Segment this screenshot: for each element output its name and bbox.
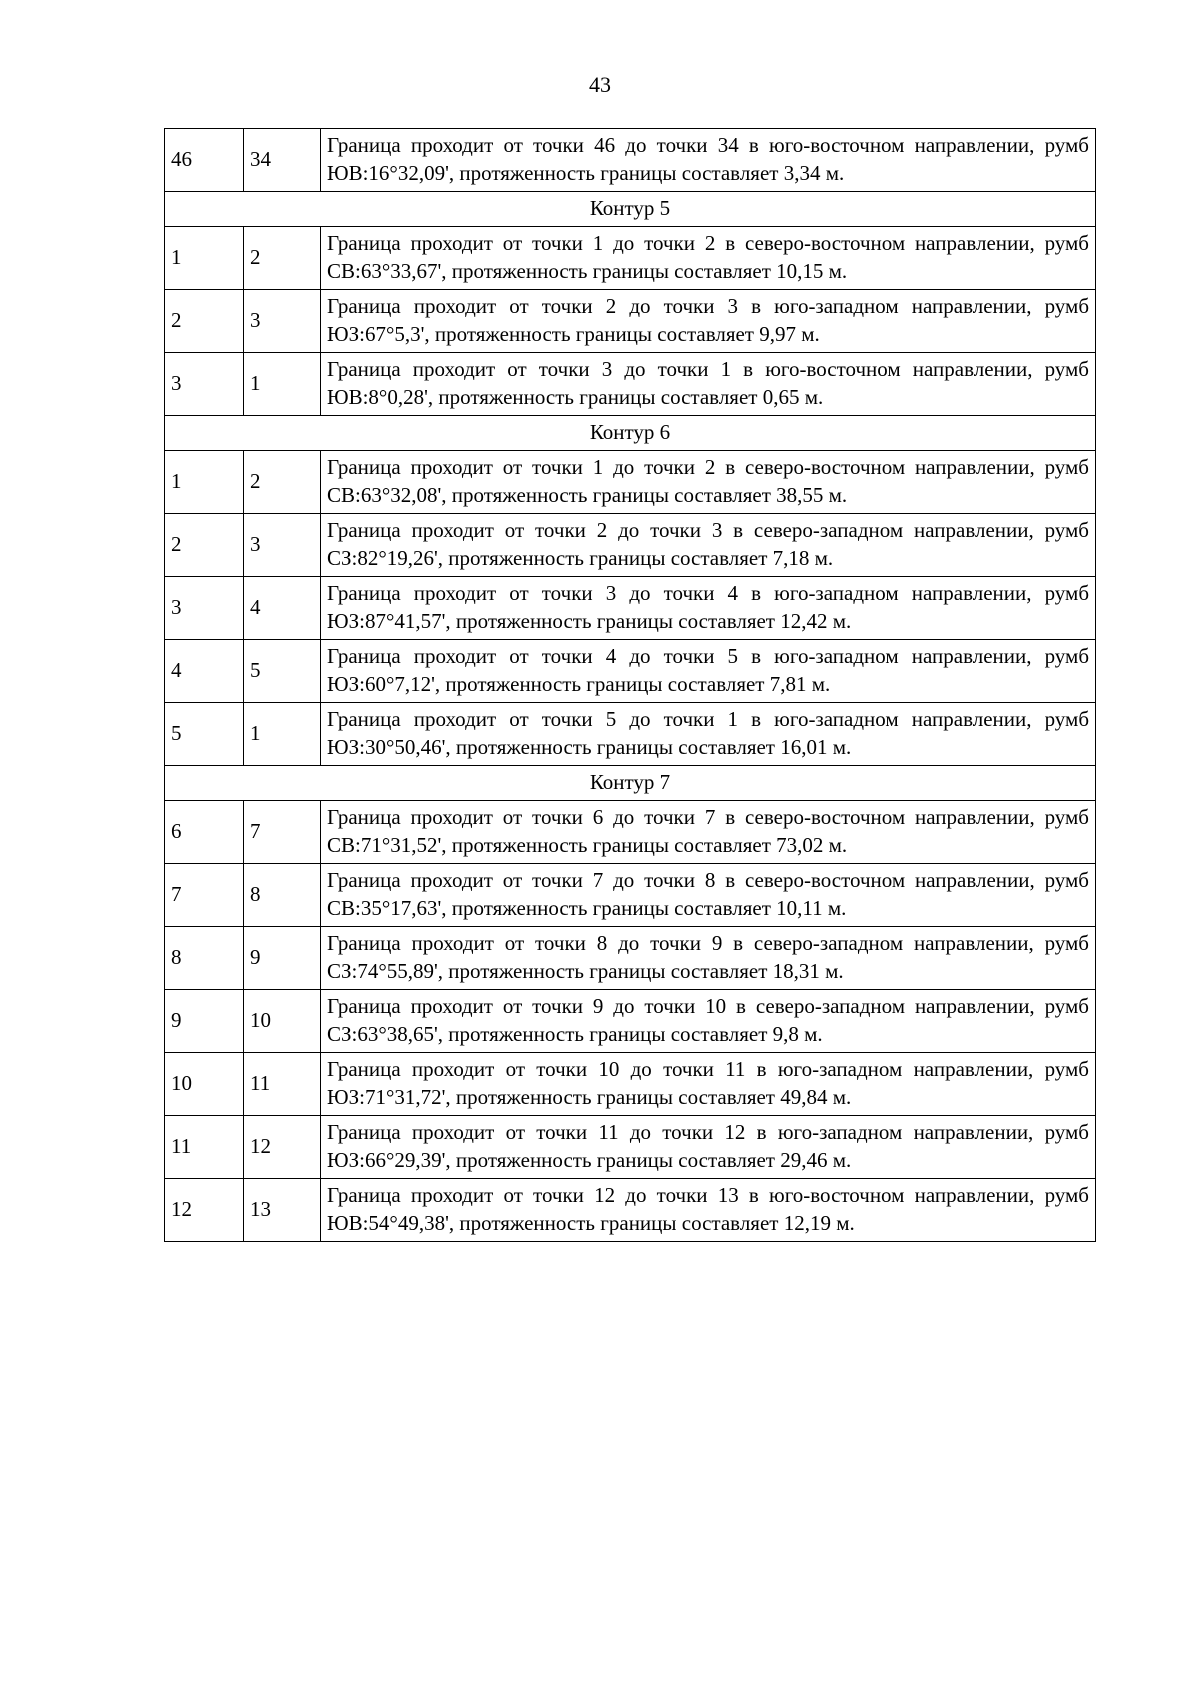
point-to-cell: 3 [244, 514, 321, 577]
point-to-cell: 13 [244, 1179, 321, 1242]
table-row [165, 927, 1096, 990]
boundary-description-cell: Граница проходит от точки 10 до точки 11 в юго-западном направлении, румб ЮЗ:71°31,72', протяженность границы составляет 49,84 м. [321, 1053, 1096, 1116]
point-from-cell: 1 [165, 227, 244, 290]
point-from-cell: 11 [165, 1116, 244, 1179]
boundary-description-cell: Граница проходит от точки 2 до точки 3 в юго-западном направлении, румб ЮЗ:67°5,3', протяженность границы составляет 9,97 м. [321, 290, 1096, 353]
point-to-cell: 12 [244, 1116, 321, 1179]
point-to-cell: 1 [244, 703, 321, 766]
boundary-description-cell: Граница проходит от точки 5 до точки 1 в юго-западном направлении, румб ЮЗ:30°50,46', протяженность границы составляет 16,01 м. [321, 703, 1096, 766]
table-row [165, 1053, 1096, 1116]
point-to-cell: 4 [244, 577, 321, 640]
point-from-cell: 4 [165, 640, 244, 703]
boundary-description-cell: Граница проходит от точки 1 до точки 2 в северо-восточном направлении, румб СВ:63°32,08', протяженность границы составляет 38,55 м. [321, 451, 1096, 514]
table-row [165, 451, 1096, 514]
point-from-cell: 6 [165, 801, 244, 864]
table-row [165, 514, 1096, 577]
table-body [165, 129, 1096, 1242]
point-from-cell: 10 [165, 1053, 244, 1116]
point-to-cell: 2 [244, 227, 321, 290]
boundary-table [164, 128, 1096, 1242]
point-from-cell: 8 [165, 927, 244, 990]
boundary-description-cell: Граница проходит от точки 11 до точки 12 в юго-западном направлении, румб ЮЗ:66°29,39', протяженность границы составляет 29,46 м. [321, 1116, 1096, 1179]
table-row [165, 227, 1096, 290]
table-row [165, 353, 1096, 416]
point-from-cell: 5 [165, 703, 244, 766]
table-row [165, 1179, 1096, 1242]
point-to-cell: 7 [244, 801, 321, 864]
point-from-cell: 3 [165, 353, 244, 416]
table-row [165, 290, 1096, 353]
point-to-cell: 3 [244, 290, 321, 353]
boundary-description-cell: Граница проходит от точки 12 до точки 13 в юго-восточном направлении, румб ЮВ:54°49,38', протяженность границы составляет 12,19 м. [321, 1179, 1096, 1242]
page-number: 43 [589, 72, 611, 97]
point-from-cell: 2 [165, 514, 244, 577]
point-to-cell: 2 [244, 451, 321, 514]
boundary-description-cell: Граница проходит от точки 9 до точки 10 в северо-западном направлении, румб СЗ:63°38,65', протяженность границы составляет 9,8 м. [321, 990, 1096, 1053]
point-to-cell: 11 [244, 1053, 321, 1116]
table-row [165, 801, 1096, 864]
point-to-cell: 34 [244, 129, 321, 192]
contour-title: Контур 7 [165, 766, 1096, 801]
point-from-cell: 46 [165, 129, 244, 192]
boundary-description-cell: Граница проходит от точки 8 до точки 9 в северо-западном направлении, румб СЗ:74°55,89', протяженность границы составляет 18,31 м. [321, 927, 1096, 990]
point-from-cell: 12 [165, 1179, 244, 1242]
contour-heading-row [165, 192, 1096, 227]
table-row [165, 990, 1096, 1053]
boundary-description-cell: Граница проходит от точки 4 до точки 5 в юго-западном направлении, румб ЮЗ:60°7,12', протяженность границы составляет 7,81 м. [321, 640, 1096, 703]
point-from-cell: 1 [165, 451, 244, 514]
boundary-description-cell: Граница проходит от точки 2 до точки 3 в северо-западном направлении, румб СЗ:82°19,26', протяженность границы составляет 7,18 м. [321, 514, 1096, 577]
point-to-cell: 1 [244, 353, 321, 416]
point-to-cell: 8 [244, 864, 321, 927]
point-to-cell: 5 [244, 640, 321, 703]
boundary-description-cell: Граница проходит от точки 1 до точки 2 в северо-восточном направлении, румб СВ:63°33,67', протяженность границы составляет 10,15 м. [321, 227, 1096, 290]
contour-heading-row [165, 416, 1096, 451]
point-from-cell: 7 [165, 864, 244, 927]
boundary-description-cell: Граница проходит от точки 6 до точки 7 в северо-восточном направлении, румб СВ:71°31,52', протяженность границы составляет 73,02 м. [321, 801, 1096, 864]
table-row [165, 129, 1096, 192]
contour-title: Контур 5 [165, 192, 1096, 227]
table-row [165, 703, 1096, 766]
point-to-cell: 9 [244, 927, 321, 990]
boundary-description-cell: Граница проходит от точки 7 до точки 8 в северо-восточном направлении, румб СВ:35°17,63', протяженность границы составляет 10,11 м. [321, 864, 1096, 927]
table-row [165, 577, 1096, 640]
point-to-cell: 10 [244, 990, 321, 1053]
point-from-cell: 3 [165, 577, 244, 640]
boundary-description-cell: Граница проходит от точки 3 до точки 1 в юго-восточном направлении, румб ЮВ:8°0,28', протяженность границы составляет 0,65 м. [321, 353, 1096, 416]
point-from-cell: 2 [165, 290, 244, 353]
contour-title: Контур 6 [165, 416, 1096, 451]
contour-heading-row [165, 766, 1096, 801]
point-from-cell: 9 [165, 990, 244, 1053]
table-row [165, 864, 1096, 927]
boundary-description-cell: Граница проходит от точки 46 до точки 34 в юго-восточном направлении, румб ЮВ:16°32,09', протяженность границы составляет 3,34 м. [321, 129, 1096, 192]
boundary-description-cell: Граница проходит от точки 3 до точки 4 в юго-западном направлении, румб ЮЗ:87°41,57', протяженность границы составляет 12,42 м. [321, 577, 1096, 640]
table-row [165, 1116, 1096, 1179]
table-row [165, 640, 1096, 703]
